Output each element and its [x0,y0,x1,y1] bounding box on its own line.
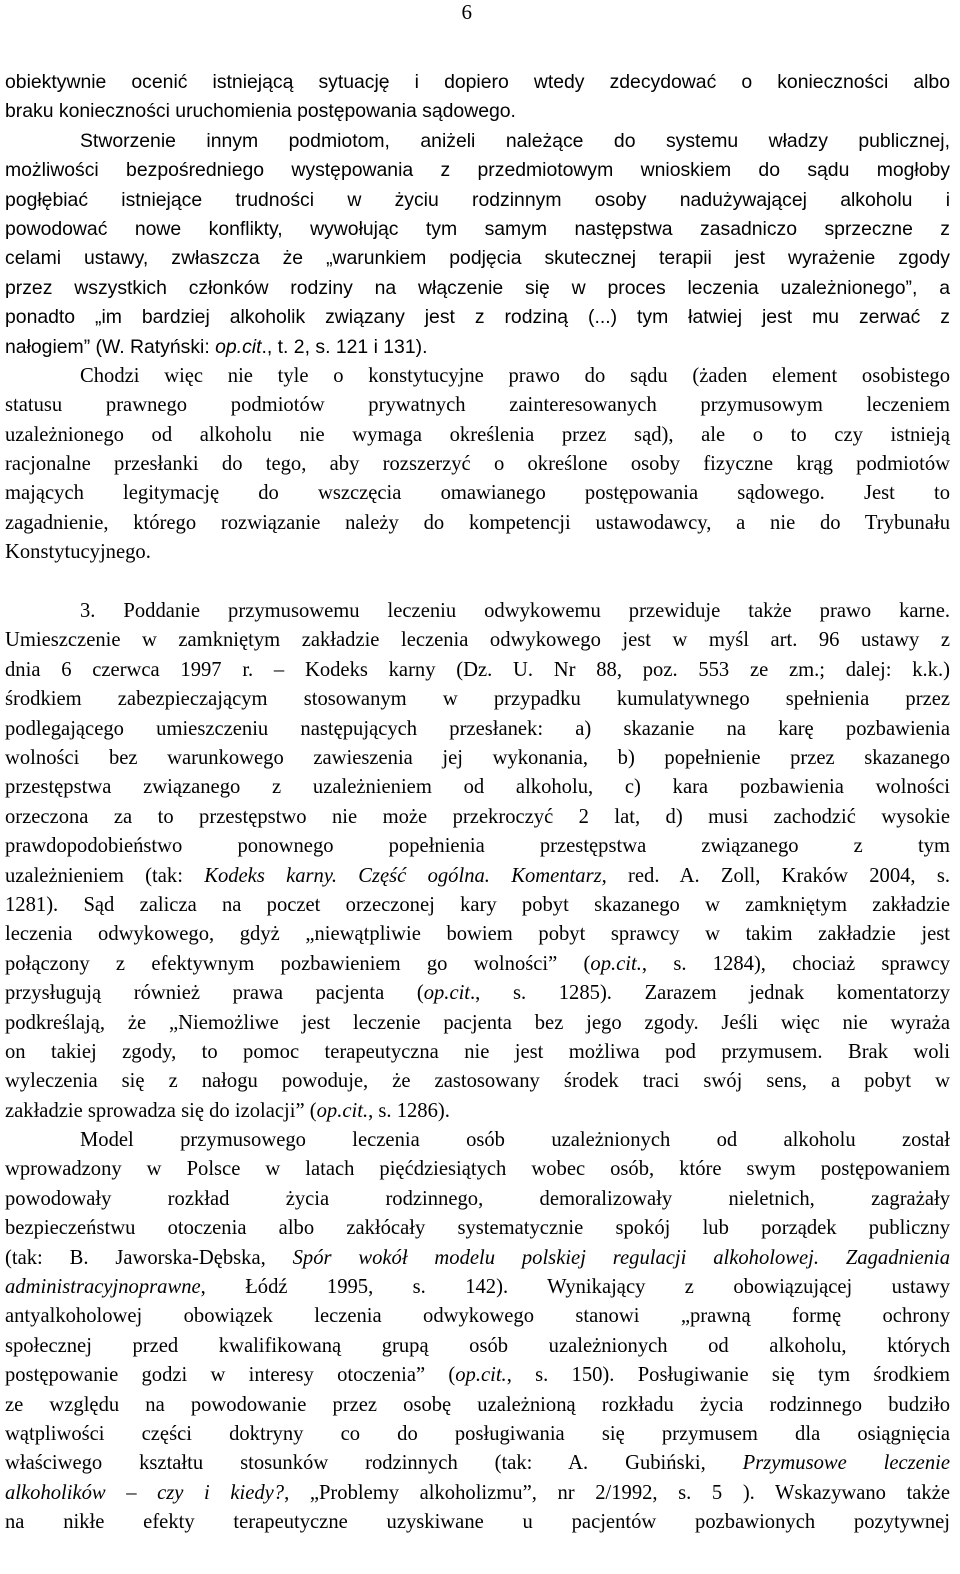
text-line [5,1361,950,1390]
text-line [5,1244,950,1273]
text-line [5,538,950,567]
text-line [5,891,950,920]
italic-text: op.cit. [316,1099,369,1122]
text-segment: Umieszczenie w zamkniętym zakładzie leczenia odwykowego jest w myśl art. 96 ustawy z [5,629,950,652]
text-segment: podlegającego umieszczeniu następujących przesłanek: a) skazanie na karę pozbawienia [5,717,950,740]
text-line [5,156,950,185]
text-line [5,1479,950,1508]
text-line [5,1097,950,1126]
text-line [5,1067,950,1096]
text-line [5,715,950,744]
text-line [5,685,950,714]
text-segment: na nikłe efekty terapeutyczne uzyskiwane u pacjentów pozbawionych pozytywnej [5,1511,950,1534]
text-line [5,744,950,773]
italic-text: op.cit. [590,952,642,975]
text-segment: dnia 6 czerwca 1997 r. – Kodeks karny (Dz. U. Nr 88, poz. 553 ze zm.; dalej: k.k.) [5,658,950,681]
text-segment: przysługują również prawa pacjenta ( [5,982,424,1005]
text-line [5,1508,950,1537]
text-segment: Stworzenie innym podmiotom, aniżeli należące do systemu władzy publicznej, [80,129,950,152]
text-segment: obiektywnie ocenić istniejącą sytuację i dopiero wtedy zdecydować o konieczności albo [5,71,950,93]
text-line [5,862,950,891]
text-segment: zakładzie sprowadza się do izolacji” ( [5,1099,317,1122]
text-segment: nałogiem” (W. Ratyński: [5,335,216,358]
text-segment: , red. A. Zoll, Kraków 2004, s. [601,864,951,887]
italic-text: administracyjnoprawne [5,1276,201,1299]
text-line [5,656,950,685]
text-segment: racjonalne przesłanki do tego, aby rozszerzyć o określone osoby fizyczne krąg podmiotów [5,453,950,476]
text-line [5,421,950,450]
italic-text: op.cit. [455,1364,507,1387]
text-segment: powodować nowe konflikty, wywołując tym samym następstwa zasadniczo sprzeczne z [5,217,950,240]
text-line [5,333,950,362]
text-line [5,391,950,420]
text-line [5,1155,950,1184]
text-line [5,244,950,273]
text-segment: (tak: B. Jaworska-Dębska, [5,1246,293,1269]
text-segment: wolności bez warunkowego zawieszenia jej wykonania, b) popełnienie przez skazanego [5,746,950,769]
text-line [5,127,950,156]
text-line [5,509,950,538]
text-segment: ponadto „im bardziej alkoholik związany jest z rodziną (...) tym łatwiej jest mu zerwać z [5,306,950,329]
text-segment: , s. 150). Posługiwanie się tym środkiem [506,1364,950,1387]
page-number-text: 6 [461,0,472,24]
text-segment: społecznej przed kwalifikowaną grupą osób uzależnionych od alkoholu, których [5,1334,950,1357]
text-line [5,1332,950,1361]
text-segment: właściwego kształtu stosunków rodzinnych (tak: A. Gubiński, [5,1452,743,1475]
text-line [5,274,950,303]
italic-text: Kodeks karny. Część ogólna. Komentarz [204,864,602,887]
text-line [5,803,950,832]
text-line [5,626,950,655]
text-segment: bezpieczeństwu otoczenia albo zakłócały systematycznie spokój lub porządek publiczny [5,1217,950,1240]
text-line [5,362,950,391]
text-segment: powodowały rozkład życia rodzinnego, demoralizowały nieletnich, zagrażały [5,1187,950,1210]
text-segment: antyalkoholowej obowiązek leczenia odwykowego stanowi „prawną formę ochrony [5,1305,950,1328]
text-segment: możliwości bezpośredniego występowania z przedmiotowym wnioskiem do sądu mogłoby [5,159,950,182]
text-line [5,1009,950,1038]
text-segment: prawdopodobieństwo ponownego popełnienia przestępstwa związanego z tym [5,835,950,858]
text-line [5,215,950,244]
italic-text: op.cit [215,335,262,358]
text-segment: wyleczenia się z nałogu powoduje, że zastosowany środek traci swój sens, a pobyt w [5,1070,950,1093]
text-line [5,1302,950,1331]
text-line [5,597,950,626]
page-number [0,0,950,24]
text-segment: środkiem zabezpieczającym stosowanym w przypadku kumulatywnego spełnienia przez [5,688,950,711]
text-line [5,1449,950,1478]
paragraph-gap [5,568,950,597]
text-segment: uzależnieniem (tak: [5,864,205,887]
text-line [5,773,950,802]
text-segment: orzeczona za to przestępstwo nie może przekroczyć 2 lat, d) musi zachodzić wysokie [5,805,950,828]
text-line [5,1214,950,1243]
text-segment: pogłębiać istniejące trudności w życiu rodzinnym osoby nadużywającej alkoholu i [5,188,950,211]
italic-text: op.cit [423,982,471,1005]
text-segment: , s. 1286). [368,1099,450,1122]
italic-text: Spór wokół modelu polskiej regulacji alkoholowej. Zagadnienia [292,1246,950,1269]
text-segment: wprowadzony w Polsce w latach pięćdziesiątych wobec osób, które swym postępowaniem [5,1158,950,1181]
text-segment: zagadnienie, którego rozwiązanie należy do kompetencji ustawodawcy, a nie do Trybunału [5,511,950,534]
text-line [5,979,950,1008]
text-segment: , s. 1284), chociaż sprawcy [641,952,950,975]
text-segment: ze względu na powodowanie przez osobę uzależnioną rozkładu życia rodzinnego budziło [5,1393,950,1416]
text-segment: celami ustawy, zwłaszcza że „warunkiem podjęcia skutecznej terapii jest wyrażenie zgody [5,247,950,270]
text-line [5,1038,950,1067]
text-line [5,303,950,332]
text-segment: 1281). Sąd zalicza na poczet orzeczonej kary pobyt skazanego w zamkniętym zakładzie [5,893,950,916]
text-line [5,97,950,126]
text-segment: on takiej zgody, to pomoc terapeutyczna nie jest możliwa pod przymusem. Brak woli [5,1040,950,1063]
text-line [5,186,950,215]
text-line [5,920,950,949]
text-segment: ., t. 2, s. 121 i 131). [261,335,428,358]
italic-text: Przymusowe leczenie [742,1452,950,1475]
text-line [5,832,950,861]
text-line [5,1420,950,1449]
text-segment: , „Problemy alkoholizmu”, nr 2/1992, s. 5 ). Wskazywano także [284,1481,951,1504]
text-segment: statusu prawnego podmiotów prywatnych zainteresowanych przymusowym leczeniem [5,394,950,417]
text-segment: Chodzi więc nie tyle o konstytucyjne prawo do sądu (żaden element osobistego [80,364,950,387]
text-segment: 3. Poddanie przymusowemu leczeniu odwykowemu przewiduje także prawo karne. [80,600,950,623]
text-line [5,68,950,97]
text-segment: uzależnionego od alkoholu nie wymaga określenia przez sąd), ale o to czy istnieją [5,423,950,446]
text-segment: przez wszystkich członków rodziny na włączenie się w proces leczenia uzależnionego”, a [5,276,950,299]
text-segment: ., s. 1285). Zarazem jednak komentatorzy [470,982,950,1005]
text-segment: wątpliwości części doktryny co do posługiwania się przymusem dla osiągnięcia [5,1422,950,1445]
text-segment: połączony z efektywnym pozbawieniem go wolności” ( [5,952,591,975]
text-segment: przestępstwa związanego z uzależnieniem od alkoholu, c) kara pozbawienia wolności [5,776,950,799]
italic-text: alkoholików – czy i kiedy? [5,1481,285,1504]
text-line [5,1185,950,1214]
text-segment: , Łódź 1995, s. 142). Wynikający z obowiązującej ustawy [200,1276,950,1299]
text-segment: Konstytucyjnego. [5,541,151,564]
text-segment: mających legitymację do wszczęcia omawianego postępowania sądowego. Jest to [5,482,950,505]
document-body [5,68,950,1538]
text-line [5,1126,950,1155]
text-line [5,950,950,979]
text-segment: braku konieczności uruchomienia postępowania sądowego. [5,100,516,123]
text-line [5,450,950,479]
text-segment: podkreślają, że „Niemożliwe jest leczenie pacjenta bez jego zgody. Jeśli więc nie wyraża [5,1011,950,1034]
text-line [5,479,950,508]
text-line [5,1273,950,1302]
text-segment: Model przymusowego leczenia osób uzależnionych od alkoholu został [80,1129,950,1152]
text-segment: postępowanie godzi w interesy otoczenia” ( [5,1364,456,1387]
text-segment: leczenia odwykowego, gdyż „niewątpliwie bowiem pobyt sprawcy w takim zakładzie jest [5,923,950,946]
text-line [5,1391,950,1420]
